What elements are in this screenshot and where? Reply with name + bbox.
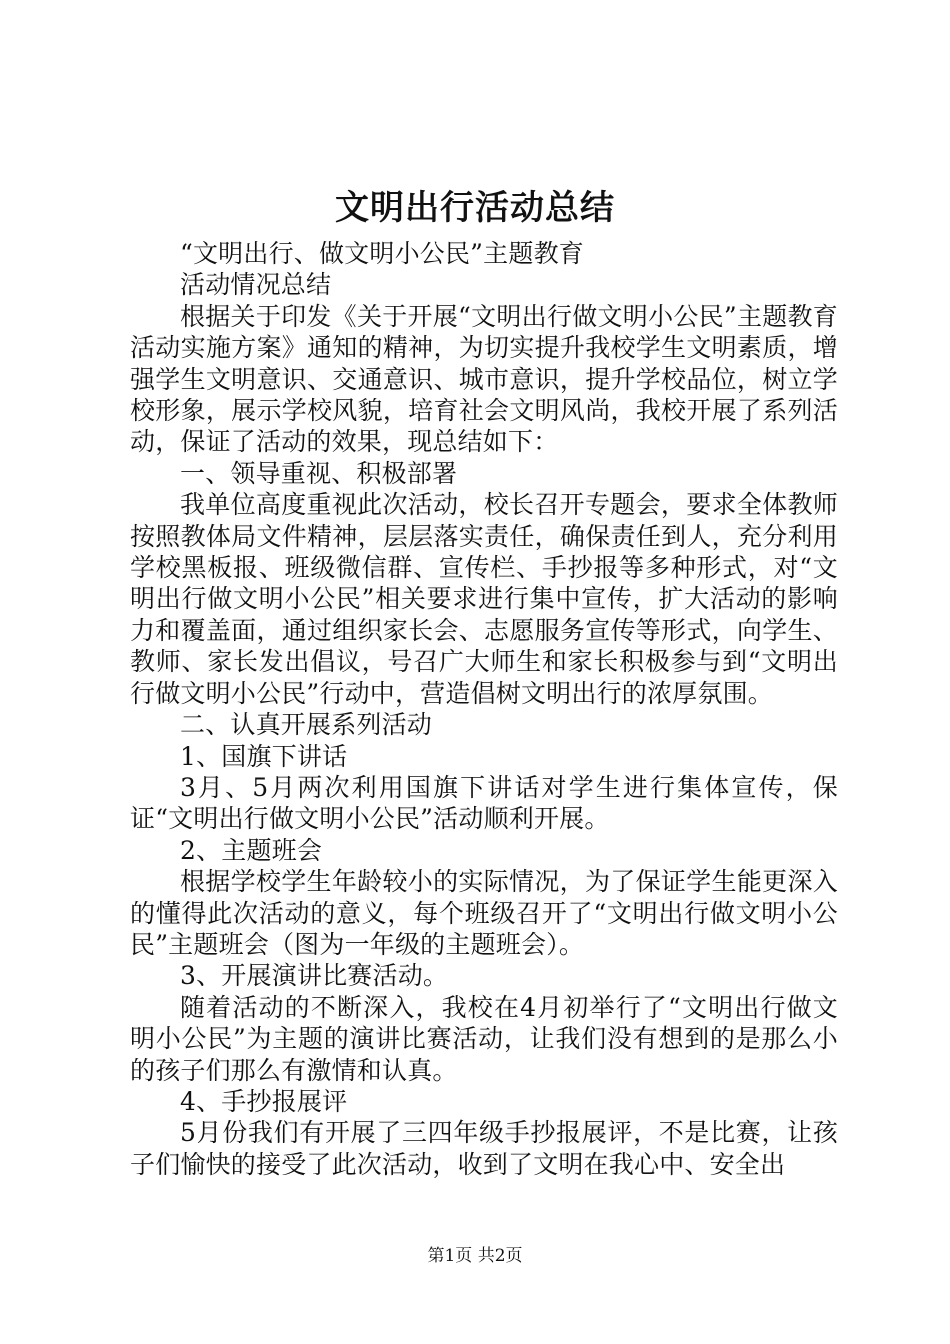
paragraph-leadership: 我单位高度重视此次活动，校长召开专题会，要求全体教师按照教体局文件精神，层层落实责任，确保责任到人，充分利用学校黑板报、班级微信群、宣传栏、手抄报等多种形式，对“文明出行做文明小公民”相关要求进行集中宣传，扩大活动的影响力和覆盖面，通过组织家长会、志愿服务宣传等形式，向学生、教师、家长发出倡议，号召广大师生和家长积极参与到“文明出行做文明小公民”行动中，营造倡树文明出行的浓厚氛围。 — [130, 490, 838, 708]
paragraph-subtitle-line-1: “文明出行、做文明小公民”主题教育 — [180, 239, 584, 268]
document-title: 文明出行活动总结 — [335, 188, 615, 228]
subsection-heading-1: 1、国旗下讲话 — [180, 741, 348, 771]
paragraph-handwritten-newspaper: 5月份我们有开展了三四年级手抄报展评，不是比赛，让孩子们愉快的接受了此次活动，收到了文明在我心中、安全出 — [130, 1118, 838, 1179]
paragraph-class-meeting: 根据学校学生年龄较小的实际情况，为了保证学生能更深入的懂得此次活动的意义，每个班级召开了“文明出行做文明小公民”主题班会（图为一年级的主题班会）。 — [130, 867, 838, 959]
subsection-heading-2: 2、主题班会 — [180, 835, 323, 865]
paragraph-flag-speech: 3月、5月两次利用国旗下讲话对学生进行集体宣传，保证“文明出行做文明小公民”活动顺利开展。 — [130, 772, 838, 834]
document-body — [130, 238, 838, 1180]
section-heading-2: 二、认真开展系列活动 — [180, 710, 433, 740]
paragraph-subtitle-line-2: 活动情况总结 — [180, 270, 332, 300]
paragraph-intro: 根据关于印发《关于开展“文明出行做文明小公民”主题教育活动实施方案》通知的精神，为切实提升我校学生文明素质，增强学生文明意识、交通意识、城市意识，提升学校品位，树立学校形象，展示学校风貌，培育社会文明风尚，我校开展了系列活动，保证了活动的效果，现总结如下： — [130, 301, 838, 457]
subsection-heading-4: 4、手抄报展评 — [180, 1086, 348, 1116]
paragraph-speech-contest: 随着活动的不断深入，我校在4月初举行了“文明出行做文明小公民”为主题的演讲比赛活动，让我们没有想到的是那么小的孩子们那么有激情和认真。 — [130, 992, 838, 1085]
section-heading-1: 一、领导重视、积极部署 — [180, 458, 458, 488]
subsection-heading-3: 3、开展演讲比赛活动。 — [180, 961, 449, 991]
page-number-footer: 第1页 共2页 — [427, 1246, 523, 1266]
